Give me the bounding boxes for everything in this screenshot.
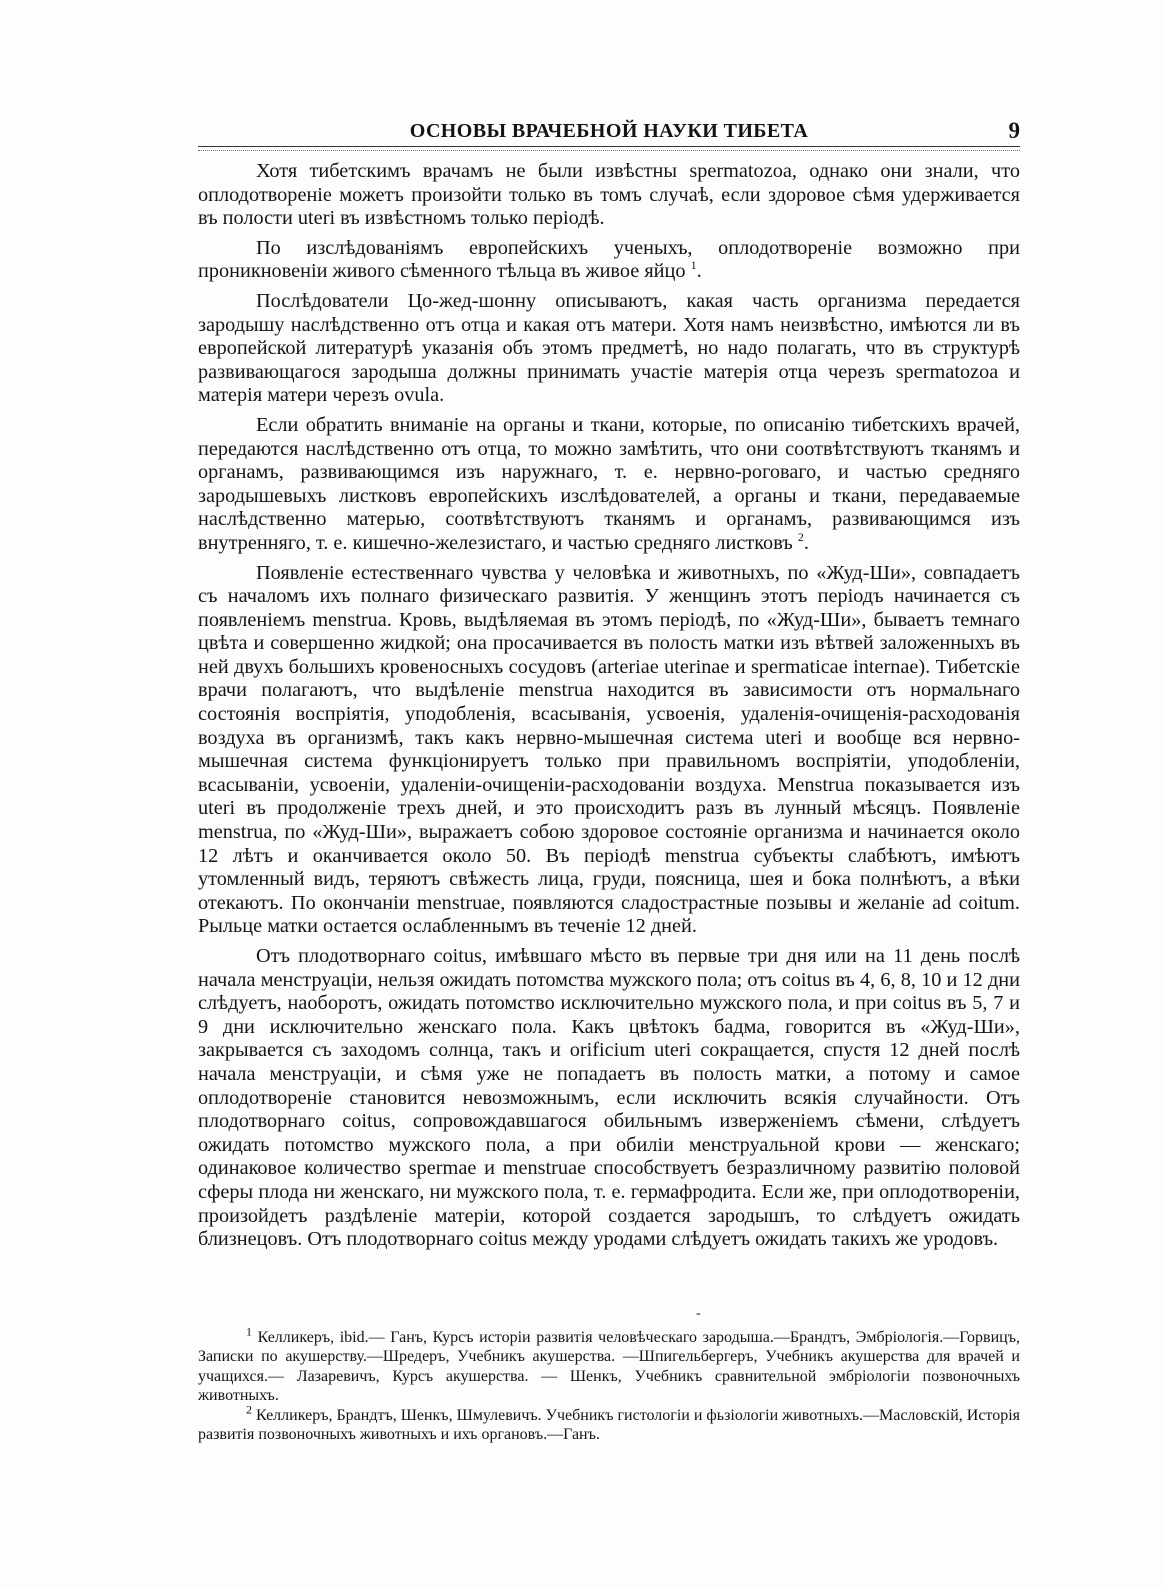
paragraph-1 (198, 160, 1020, 231)
paragraph-6 (198, 945, 1020, 1252)
paragraph-2: По изслѣдованіямъ европейскихъ ученыхъ, оплодотвореніе возможно при проникновеніи живого сѣменного тѣльца въ живое яйцо $^1$. (198, 236, 1020, 283)
footnote-text: Келликеръ, ibid.— Ганъ, Курсъ исторіи развитія человѣческаго зародыша.—Брандтъ, Эмбріологія.—Горвицъ, Записки по акушерству.—Шредеръ, Учебникъ акушерства. —Шпигельбергеръ, Учебникъ акушерства для врачей и учащихся.— Лазаревичъ, Курсъ акушерства. — Шенкъ, Учебникъ сравнительной эмбріологіи позвоночныхъ животныхъ. (198, 1329, 1021, 1405)
footnote-2 (198, 1402, 1021, 1445)
paragraph-text: Хотя тибетскимъ врачамъ не были извѣстны spermatozoa, однако они знали, что оплодотвореніе можетъ произойти только въ томъ случаѣ, если здоровое сѣмя удерживается въ полости uteri въ извѣстномъ только періодѣ. (198, 160, 1020, 230)
paragraph-text: По изслѣдованіямъ европейскихъ ученыхъ, оплодотвореніе возможно при проникновеніи живого сѣменного тѣльца въ живое яйцо (198, 236, 1020, 283)
footnote-ref-1: 1 (690, 258, 697, 273)
paragraph-3 (198, 290, 1020, 408)
footnote-1 (198, 1324, 1021, 1406)
paragraph-text: Появленіе естественнаго чувства у человѣка и животныхъ, по «Жуд-Ши», совпадаетъ съ началомъ ихъ полнаго физическаго развитія. У женщинъ этотъ періодъ начинается съ появленіемъ menstrua. Кровь, выдѣляемая въ этомъ періодѣ, по «Жуд-Ши», бываетъ темнаго цвѣта и совершенно жидкой; она просачивается въ полость матки изъ вѣтвей заложенныхъ въ ней двухъ большихъ кровеносныхъ сосудовъ (arteriae uterinae и spermaticae internae). Тибетскіе врачи полагаютъ, что выдѣленіе menstrua находится въ зависимости отъ нормальнаго состоянія воспріятія, уподобленія, всасыванія, усвоенія, удаленія-очищенія-расходованія воздуха въ организмѣ, такъ какъ нервно-мышечная система uteri и вообще вся нервно-мышечная система функціонируетъ только при правильномъ воспріятіи, уподобленіи, всасываніи, усвоеніи, удаленіи-очищеніи-расходованіи воздуха. Menstrua показывается изъ uteri въ продолженіе трехъ дней, и это происходитъ разъ въ лунный мѣсяцъ. Появленіе menstrua, по «Жуд-Ши», выражаетъ собою здоровое состояніе организма и начинается около 12 лѣтъ и оканчивается около 50. Въ періодѣ menstrua субъекты слабѣютъ, имѣютъ утомленный видъ, теряютъ свѣжесть лица, груди, поясница, шея и бока полнѣютъ, а вѣки отекаютъ. По окончаніи menstruae, появляются сладострастные позывы и желаніе ad coitum. Рыльце матки остается ослабленнымъ въ теченіе 12 дней. (198, 561, 1020, 938)
paragraph-4: Если обратить вниманіе на органы и ткани, которые, по описанію тибетскихъ врачей, передаются наслѣдственно отъ отца, то можно замѣтить, что они соотвѣтствуютъ тканямъ и органамъ, развивающимся изъ наружнаго, т. е. нервно-роговаго, и частью средняго зародышевыхъ листковъ европейскихъ изслѣдователей, а органы и ткани, передаваемые наслѣдственно матерью, соотвѣтствуютъ тканямъ и органамъ, развивающимся изъ внутренняго, т. е. кишечно-железистаго, и частью средняго листковъ $^2$. (198, 413, 1020, 554)
footnote-number: 1 (246, 1324, 252, 1339)
running-title: ОСНОВЫ ВРАЧЕБНОЙ НАУКИ ТИБЕТА (409, 120, 809, 142)
paragraph-text: Послѣдователи Цо-жед-шонну описываютъ, какая часть организма передается зародышу наслѣдственно отъ отца и какая отъ матери. Хотя намъ неизвѣстно, имѣются ли въ европейской литературѣ указанія объ этомъ предметѣ, но надо полагать, что въ структурѣ развивающагося зародыша должны принимать участіе матерія отца черезъ spermatozoa и матерія матери черезъ ovula. (198, 289, 1020, 407)
separator-mark: - (696, 1306, 701, 1321)
main-text (198, 160, 1020, 1258)
paragraph-text: Если обратить вниманіе на органы и ткани, которые, по описанію тибетскихъ врачей, передаются наслѣдственно отъ отца, то можно замѣтить, что они соотвѣтствуютъ тканямъ и органамъ, развивающимся изъ наружнаго, т. е. нервно-роговаго, и частью средняго зародышевыхъ листковъ европейскихъ изслѣдователей, а органы и ткани, передаваемые наслѣдственно матерью, соотвѣтствуютъ тканямъ и органамъ, развивающимся изъ внутренняго, т. е. кишечно-железистаго, и частью средняго листковъ (198, 413, 1020, 554)
footnote-text: Келликеръ, Брандтъ, Шенкъ, Шмулевичъ. Учебникъ гистологіи и фьзіологіи животныхъ.—Масловскій, Исторія развитія позвоночныхъ животныхъ и ихъ органовъ.—Ганъ. (198, 1406, 1021, 1444)
footnotes (198, 1324, 1021, 1444)
paragraph-5 (198, 562, 1020, 940)
header-rule (198, 146, 1020, 151)
page-number: 9 (1008, 118, 1020, 143)
footnote-ref-2: 2 (797, 530, 804, 545)
footnote-number: 2 (246, 1402, 252, 1417)
paragraph-text: Отъ плодотворнаго coitus, имѣвшаго мѣсто въ первые три дня или на 11 день послѣ начала менструаціи, нельзя ожидать потомства мужского пола; отъ coitus въ 4, 6, 8, 10 и 12 дни слѣдуетъ, наоборотъ, ожидать потомство исключительно мужского пола, и при coitus въ 5, 7 и 9 дни исключительно женскаго пола. Какъ цвѣтокъ бадма, говорится въ «Жуд-Ши», закрывается съ заходомъ солнца, такъ и orificium uteri сокращается, спустя 12 дней послѣ начала менструаціи, и сѣмя уже не попадаетъ въ полость матки, а потому и самое оплодотвореніе становится невозможнымъ, если исключить всякія случайности. Отъ плодотворнаго coitus, сопровождавшагося обильнымъ изверженіемъ сѣмени, слѣдуетъ ожидать потомство мужского пола, а при обиліи менструальной крови — женскаго; одинаковое количество spermae и menstruae способствуетъ безразличному развитію половой сферы плода ни женскаго, ни мужского пола, т. е. гермафродита. Если же, при оплодотвореніи, произойдетъ раздѣленіе матеріи, которой создается зародышъ, то слѣдуетъ ожидать близнецовъ. Отъ плодотворнаго coitus между уродами слѣдуетъ ожидать такихъ же уродовъ. (198, 945, 1020, 1251)
